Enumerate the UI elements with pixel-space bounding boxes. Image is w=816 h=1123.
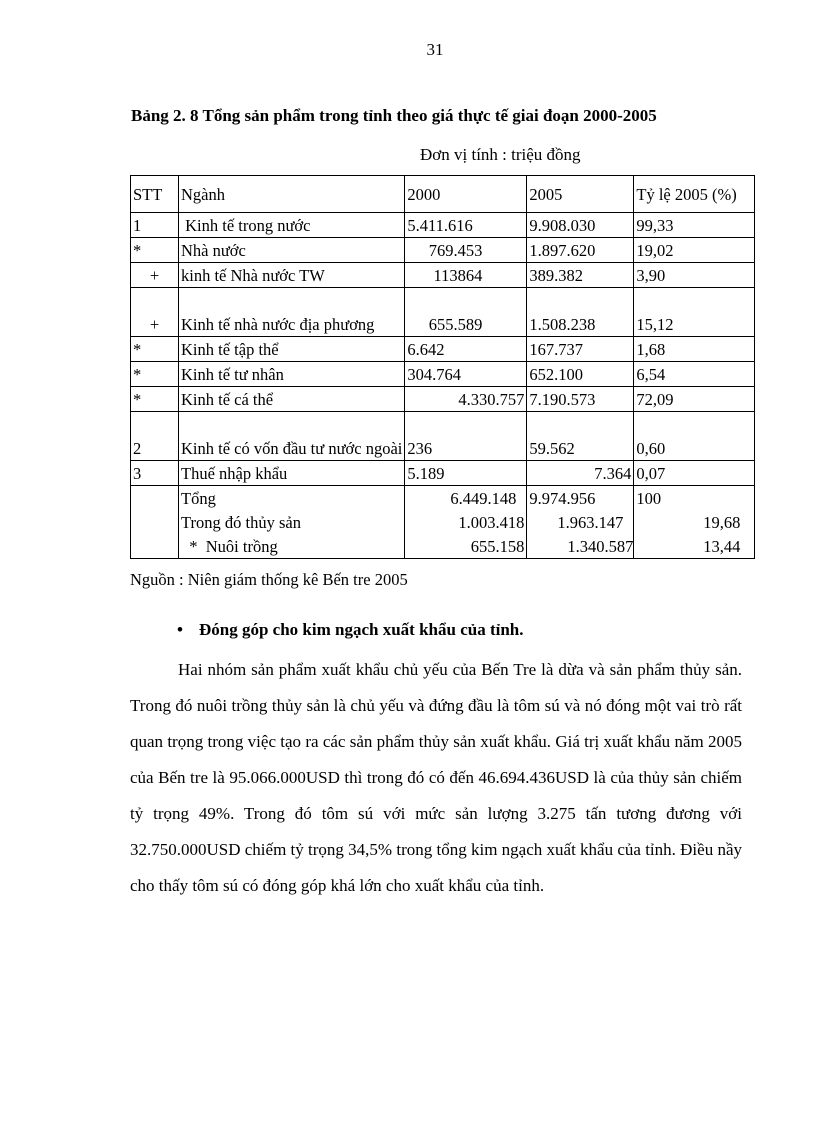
cell-2000: 236 [405,412,527,461]
table-row [131,238,755,263]
cell-sector: Kinh tế có vốn đầu tư nước ngoài [179,412,405,461]
cell-stt: 1 [131,213,179,238]
cell-ratio: 99,33 [634,213,755,238]
table-row [131,387,755,412]
cell-2005: 1.897.620 [527,238,634,263]
cell-ratio: 6,54 [634,362,755,387]
cell-2005: 7.364 [527,461,634,486]
cell-stt: * [131,362,179,387]
cell-sector: Kinh tế tư nhân [179,362,405,387]
cell-2000: 113864 [405,263,527,288]
summary-ratio: 100 [634,486,755,511]
summary-row [131,486,755,511]
summary-2000: 6.449.148 [405,486,527,511]
summary-ratio: 19,68 [634,510,755,534]
summary-ratio: 13,44 [634,534,755,559]
cell-sector: Nhà nước [179,238,405,263]
cell-sector: Kinh tế tập thể [179,337,405,362]
table-row [131,362,755,387]
cell-ratio: 19,02 [634,238,755,263]
table-row [131,213,755,238]
cell-stt [131,510,179,534]
table-row [131,461,755,486]
summary-2000: 1.003.418 [405,510,527,534]
cell-stt [131,486,179,511]
summary-row [131,534,755,559]
cell-sector: Thuế nhập khẩu [179,461,405,486]
cell-2005: 652.100 [527,362,634,387]
cell-2005: 389.382 [527,263,634,288]
cell-2000: 6.642 [405,337,527,362]
table-row [131,288,755,337]
cell-sector: Kinh tế cá thể [179,387,405,412]
cell-stt: 3 [131,461,179,486]
summary-2005: 1.340.587 [527,534,634,559]
header-ratio: Tỷ lệ 2005 (%) [634,176,755,213]
cell-stt: + [131,288,179,337]
gdp-table [130,175,755,559]
cell-ratio: 0,60 [634,412,755,461]
cell-ratio: 1,68 [634,337,755,362]
table-row [131,412,755,461]
cell-2000: 5.189 [405,461,527,486]
cell-stt: * [131,238,179,263]
cell-sector: Kinh tế trong nước [179,213,405,238]
cell-ratio: 72,09 [634,387,755,412]
cell-2000: 655.589 [405,288,527,337]
header-sector: Ngành [179,176,405,213]
cell-stt [131,534,179,559]
summary-label: * Nuôi trồng [179,534,405,559]
cell-stt: 2 [131,412,179,461]
summary-label: Trong đó thủy sản [179,510,405,534]
cell-ratio: 3,90 [634,263,755,288]
table-title: Bảng 2. 8 Tổng sản phẩm trong tỉnh theo giá thực tế giai đoạn 2000-2005 [131,106,657,125]
unit-note: Đơn vị tính : triệu đồng [420,145,581,164]
page-number: 31 [426,40,444,59]
table-header-row [131,176,755,213]
section-heading [177,620,524,640]
cell-stt: * [131,337,179,362]
cell-2000: 769.453 [405,238,527,263]
summary-2005: 1.963.147 [527,510,634,534]
table-row [131,337,755,362]
summary-2000: 655.158 [405,534,527,559]
cell-ratio: 0,07 [634,461,755,486]
source-note: Nguồn : Niên giám thống kê Bến tre 2005 [130,570,408,589]
body-paragraph: Hai nhóm sản phẩm xuất khẩu chủ yếu của Bến Tre là dừa và sản phẩm thủy sản. Trong đó nuôi trồng thủy sản là chủ yếu và đứng đầu là tôm sú và nó đóng một vai trò rất quan trọng trong việc tạo ra các sản phẩm thủy sản xuất khẩu. Giá trị xuất khẩu năm 2005 của Bến tre là 95.066.000USD thì trong đó có đến 46.694.436USD là của thủy sản chiếm tỷ trọng 49%. Trong đó tôm sú với mức sản lượng 3.275 tấn tương đương với 32.750.000USD chiếm tỷ trọng 34,5% trong tổng kim ngạch xuất khẩu của tỉnh. Điều nầy cho thấy tôm sú có đóng góp khá lớn cho xuất khẩu của tỉnh. [130,660,742,895]
table-row [131,263,755,288]
summary-row [131,510,755,534]
section-heading-text: Đóng góp cho kim ngạch xuất khẩu của tỉnh. [199,620,524,639]
cell-sector: Kinh tế nhà nước địa phương [179,288,405,337]
cell-2005: 59.562 [527,412,634,461]
summary-label: Tổng [179,486,405,511]
cell-2005: 9.908.030 [527,213,634,238]
cell-2000: 4.330.757 [405,387,527,412]
cell-ratio: 15,12 [634,288,755,337]
cell-2005: 167.737 [527,337,634,362]
cell-2000: 304.764 [405,362,527,387]
cell-stt: * [131,387,179,412]
cell-sector: kinh tế Nhà nước TW [179,263,405,288]
cell-stt: + [131,263,179,288]
header-2005: 2005 [527,176,634,213]
bullet-icon: • [177,620,183,639]
cell-2005: 7.190.573 [527,387,634,412]
cell-2000: 5.411.616 [405,213,527,238]
cell-2005: 1.508.238 [527,288,634,337]
header-stt: STT [131,176,179,213]
summary-2005: 9.974.956 [527,486,634,511]
header-2000: 2000 [405,176,527,213]
